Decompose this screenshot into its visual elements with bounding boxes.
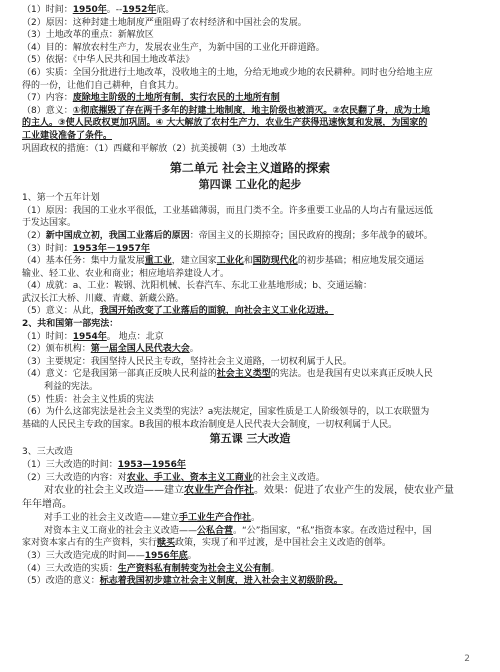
constitution-nature: （5）性质：社会主义性质的宪法 [22, 394, 154, 405]
five-year-plan-heading: 1、第一个五年计划 [22, 193, 100, 204]
agriculture-line-2: 年年增高。 [22, 499, 72, 511]
content-line: （7）内容：废除地主阶级的土地所有制，实行农民的土地所有制 [22, 93, 280, 104]
purpose-line: （4）目的：解放农村生产力，发展农业生产，为新中国的工业化开辟道路。 [22, 42, 325, 53]
significance-line-2: 的主人。③使人民政权更加巩固。④ 大大解放了农村生产力，农业生产获得迅速恢复和发展，为国家的 [22, 118, 428, 129]
transformation-heading: 3、三大改造 [22, 447, 73, 458]
commerce-line-1: 对资本主义工商业的社会主义改造——公私合营。“公”指国家，“私”指资本家。在改造过程中，国 [44, 525, 432, 536]
plan-reason-1: （1）原因：我国的工业水平很低，工业基础薄弱，而且门类不全。许多重要工业品的人均占有量远远低 [22, 205, 433, 216]
agriculture-line-1: 对农业的社会主义改造——建立农业生产合作社。效果：促进了农业产生的发展，使农业产量 [44, 485, 454, 497]
commerce-line-2: 家对资本家占有的生产资料，实行赎买政策，实现了和平过渡，是中国社会主义改造的创举。 [22, 538, 392, 549]
achievement-line-2: 武汉长江大桥、川藏、青藏、新藏公路。 [22, 293, 185, 304]
essence-line-1: （6）实质：全国分批进行土地改革，没收地主的土地，分给无地或少地的农民耕种。同时也分给地主应 [22, 67, 433, 78]
consolidation-measures: 巩固政权的措施：（1）西藏和平解放（2）抗美援朝（3）土地改革 [22, 143, 287, 154]
focus-line: （3）土地改革的重点：新解放区 [22, 30, 154, 41]
plan-time-line: （3）时间：1953年－1957年 [22, 243, 150, 254]
significance-line-1: （8）意义：①彻底摧毁了存在两千多年的封建土地制度，地主阶级也被消灭。②农民翻了身，成为土地 [22, 105, 430, 116]
constitution-body: （2）颁布机构：第一届全国人民代表大会。 [22, 344, 199, 355]
lesson5-title: 第五课 三大改造 [209, 432, 291, 446]
basis-line: （5）依据：《中华人民共和国土地改革法》 [22, 55, 195, 66]
essence-line-2: 得的一份，让他们自己耕种，自食其力。 [22, 80, 185, 91]
transformation-significance: （5）改造的意义：标志着我国初步建立社会主义制度，进入社会主义初级阶段。 [22, 576, 343, 587]
plan-reason-2: 于发达国家。 [22, 218, 77, 229]
handicraft-line: 对手工业的社会主义改造——建立手工业生产合作社。 [44, 513, 261, 524]
transformation-content: （2）三大改造的内容：对农业、手工业、资本主义工商业的社会主义改造。 [22, 472, 325, 483]
lesson4-title: 第四课 工业化的起步 [198, 178, 302, 192]
reason-line: （2）原因：这种封建土地制度严重阻碍了农村经济和中国社会的发展。 [22, 17, 307, 28]
transformation-time: （1）三大改造的时间：1953—1956年 [22, 460, 186, 470]
backward-reason-line: （2）新中国成立初，我国工业落后的原因：帝国主义的长期掠夺；国民政府的搜刮；多年战争的破坏。 [22, 230, 433, 241]
unit-title: 第二单元 社会主义道路的探索 [169, 161, 331, 176]
achievement-line-1: （4）成就：a、工业：鞍钢、沈阳机械、长春汽车、东北工业基地形成；b、交通运输： [22, 281, 372, 292]
transformation-essence: （4）三大改造的实质：生产资料私有制转变为社会主义公有制。 [22, 563, 280, 574]
page-number: 2 [464, 654, 470, 664]
constitution-significance-2: 利益的宪法。 [44, 382, 99, 393]
plan-task-line-2: 输业、轻工业、农业和商业；相应地培养建设人才。 [22, 268, 230, 279]
plan-task-line-1: （4）基本任务：集中力量发展重工业，建立国家工业化和国防现代化的初步基础；相应地发展交通运 [22, 256, 424, 267]
constitution-heading: 2、共和国第一部宪法： [22, 319, 119, 330]
constitution-why-2: 基础的人民民主专政的国家。B我国的根本政治制度是人民代表大会制度，一切权利属于人民。 [22, 419, 398, 430]
completion-time: （3）三大改造完成的时间——1956年底。 [22, 550, 197, 561]
time-line: （1）时间：1950年。--1952年底。 [22, 5, 175, 15]
constitution-why-1: （6）为什么这部宪法是社会主义类型的宪法？a宪法规定，国家性质是工人阶级领导的，以工农联盟为 [22, 407, 430, 418]
constitution-provisions: （3）主要规定：我国坚持人民民主专政，坚持社会主义道路，一切权利属于人民。 [22, 356, 352, 367]
constitution-significance-1: （4）意义：它是我国第一部真正反映人民利益的社会主义类型的宪法。也是我国有史以来真正反映人民 [22, 369, 433, 380]
constitution-time: （1）时间：1954年。 地点：北京 [22, 331, 164, 342]
plan-significance-line: （5）意义：从此，我国开始改变了工业落后的面貌，向社会主义工业化迈进。 [22, 306, 334, 317]
significance-line-3: 工业建设准备了条件。 [22, 130, 113, 141]
